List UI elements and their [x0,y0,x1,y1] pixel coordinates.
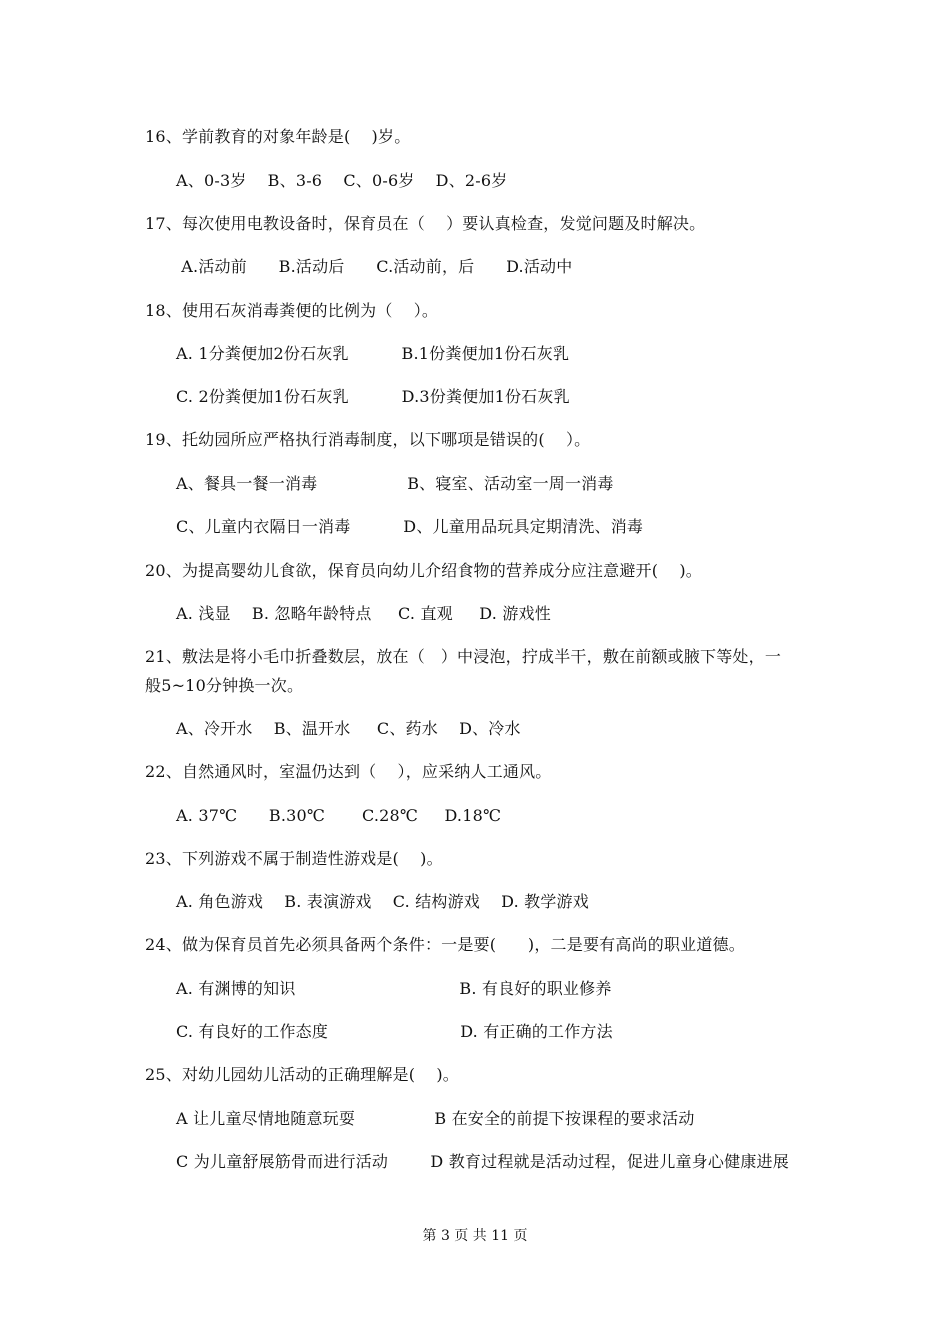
options-24-row1: A. 有渊博的知识 B. 有良好的职业修养 [176,979,612,998]
page-number-footer: 第 3 页 共 11 页 [422,1228,528,1244]
options-19-row2: C、儿童内衣隔日一消毒 D、儿童用品玩具定期清洗、消毒 [176,517,644,536]
question-23: 23、下列游戏不属于制造性游戏是( )。 [145,849,443,868]
options-18-row1: A. 1分粪便加2份石灰乳 B.1份粪便加1份石灰乳 [176,344,570,363]
options-23: A. 角色游戏 B. 表演游戏 C. 结构游戏 D. 教学游戏 [176,892,589,911]
options-17: A.活动前 B.活动后 C.活动前，后 D.活动中 [176,257,573,276]
question-24: 24、做为保育员首先必须具备两个条件：一是要( )，二是要有高尚的职业道德。 [145,935,745,954]
question-18: 18、使用石灰消毒粪便的比例为（ ）。 [145,301,439,320]
question-17: 17、每次使用电教设备时，保育员在（ ）要认真检查，发觉问题及时解决。 [145,214,706,233]
question-20: 20、为提高婴幼儿食欲，保育员向幼儿介绍食物的营养成分应注意避开( )。 [145,561,702,580]
question-25: 25、对幼儿园幼儿活动的正确理解是( )。 [145,1065,459,1084]
question-21-continued: 般5~10分钟换一次。 [145,676,304,695]
options-20: A. 浅显 B. 忽略年龄特点 C. 直观 D. 游戏性 [176,604,551,623]
options-16: A、0-3岁 B、3-6 C、0-6岁 D、2-6岁 [176,171,508,190]
options-25-row1: A 让儿童尽情地随意玩耍 B 在安全的前提下按课程的要求活动 [176,1109,695,1128]
options-24-row2: C. 有良好的工作态度 D. 有正确的工作方法 [176,1022,613,1041]
options-22: A. 37℃ B.30℃ C.28℃ D.18℃ [176,806,502,825]
options-25-row2: C 为儿童舒展筋骨而进行活动 D 教育过程就是活动过程，促进儿童身心健康进展 [176,1152,789,1171]
question-19: 19、托幼园所应严格执行消毒制度，以下哪项是错误的( ）。 [145,430,591,449]
options-18-row2: C. 2份粪便加1份石灰乳 D.3份粪便加1份石灰乳 [176,387,570,406]
question-22: 22、自然通风时，室温仍达到（ ），应采纳人工通风。 [145,762,552,781]
question-16: 16、学前教育的对象年龄是( )岁。 [145,127,411,146]
question-21: 21、敷法是将小毛巾折叠数层，放在（ ）中浸泡，拧成半干，敷在前额或腋下等处，一 [145,647,782,666]
options-19-row1: A、餐具一餐一消毒 B、寝室、活动室一周一消毒 [176,474,614,493]
options-21: A、冷开水 B、温开水 C、药水 D、冷水 [176,719,521,738]
